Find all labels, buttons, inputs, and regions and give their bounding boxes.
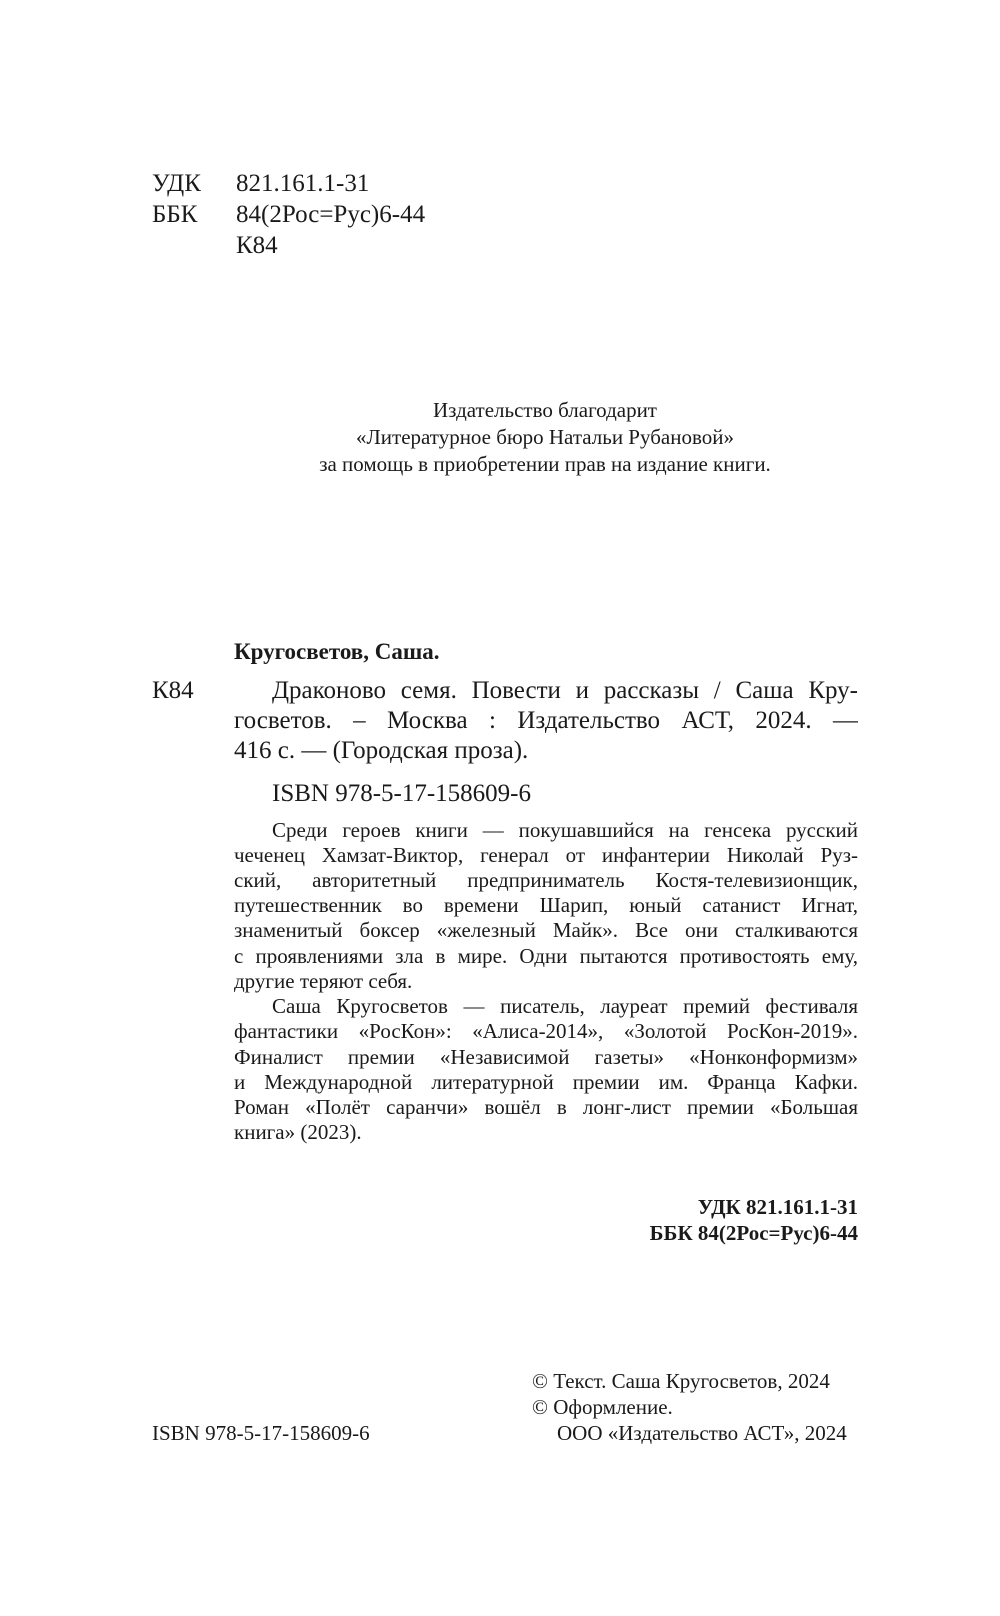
description-line: 416 с. — (Городская проза). [234, 737, 529, 764]
annotation-line: и Международной литературной премии им. Франца Кафки. [234, 1072, 858, 1094]
ack-line: «Литературное бюро Натальи Рубановой» [356, 425, 734, 449]
annotation-line: путешественник во времени Шарип, юный сатанист Игнат, [234, 895, 858, 917]
annotation-line: знаменитый боксер «железный Майк». Все они сталкиваются [234, 920, 858, 942]
author-mark: К84 [236, 232, 278, 259]
ack-line: за помощь в приобретении прав на издание книги. [319, 452, 771, 476]
description-line: Драконово семя. Повести и рассказы / Саша Кру- [272, 678, 858, 704]
catalog-mark: К84 [152, 677, 194, 704]
udk-code: УДК 821.161.1-31 [697, 1195, 858, 1219]
copyright-line: © Оформление. [532, 1395, 673, 1419]
ack-line: Издательство благодарит [433, 398, 657, 422]
annotation-line: Среди героев книги — покушавшийся на генсека русский [272, 820, 858, 842]
annotation-line: книга» (2023). [234, 1120, 362, 1144]
catalog-isbn: ISBN 978-5-17-158609-6 [272, 780, 532, 807]
bbk-label: ББК [152, 201, 198, 228]
copyright-line: ООО «Издательство АСТ», 2024 [557, 1421, 847, 1445]
udk-label: УДК [152, 170, 201, 197]
annotation-line: Финалист премии «Независимой газеты» «Нонконформизм» [234, 1047, 858, 1069]
bbk-code: ББК 84(2Рос=Рус)6-44 [649, 1221, 858, 1245]
annotation-line: фантастики «РосКон»: «Алиса-2014», «Золотой РосКон-2019». [234, 1021, 858, 1043]
annotation-line: Роман «Полёт саранчи» вошёл в лонг-лист премии «Большая [234, 1097, 858, 1119]
udk-value: 821.161.1-31 [236, 170, 370, 197]
annotation-line: другие теряют себя. [234, 969, 413, 993]
annotation-line: чеченец Хамзат-Виктор, генерал от инфантерии Николай Руз- [234, 845, 858, 867]
footer-isbn: ISBN 978-5-17-158609-6 [152, 1421, 370, 1445]
annotation-line: с проявлениями зла в мире. Одни пытаются противостоять ему, [234, 946, 858, 968]
annotation-line: ский, авторитетный предприниматель Костя-телевизионщик, [234, 870, 858, 892]
description-line: госветов. – Москва : Издательство АСТ, 2024. — [234, 708, 858, 734]
author-heading: Кругосветов, Саша. [234, 639, 440, 664]
bbk-value: 84(2Рос=Рус)6-44 [236, 201, 426, 228]
annotation-line: Саша Кругосветов — писатель, лауреат премий фестиваля [272, 996, 858, 1018]
copyright-line: © Текст. Саша Кругосветов, 2024 [532, 1369, 830, 1393]
